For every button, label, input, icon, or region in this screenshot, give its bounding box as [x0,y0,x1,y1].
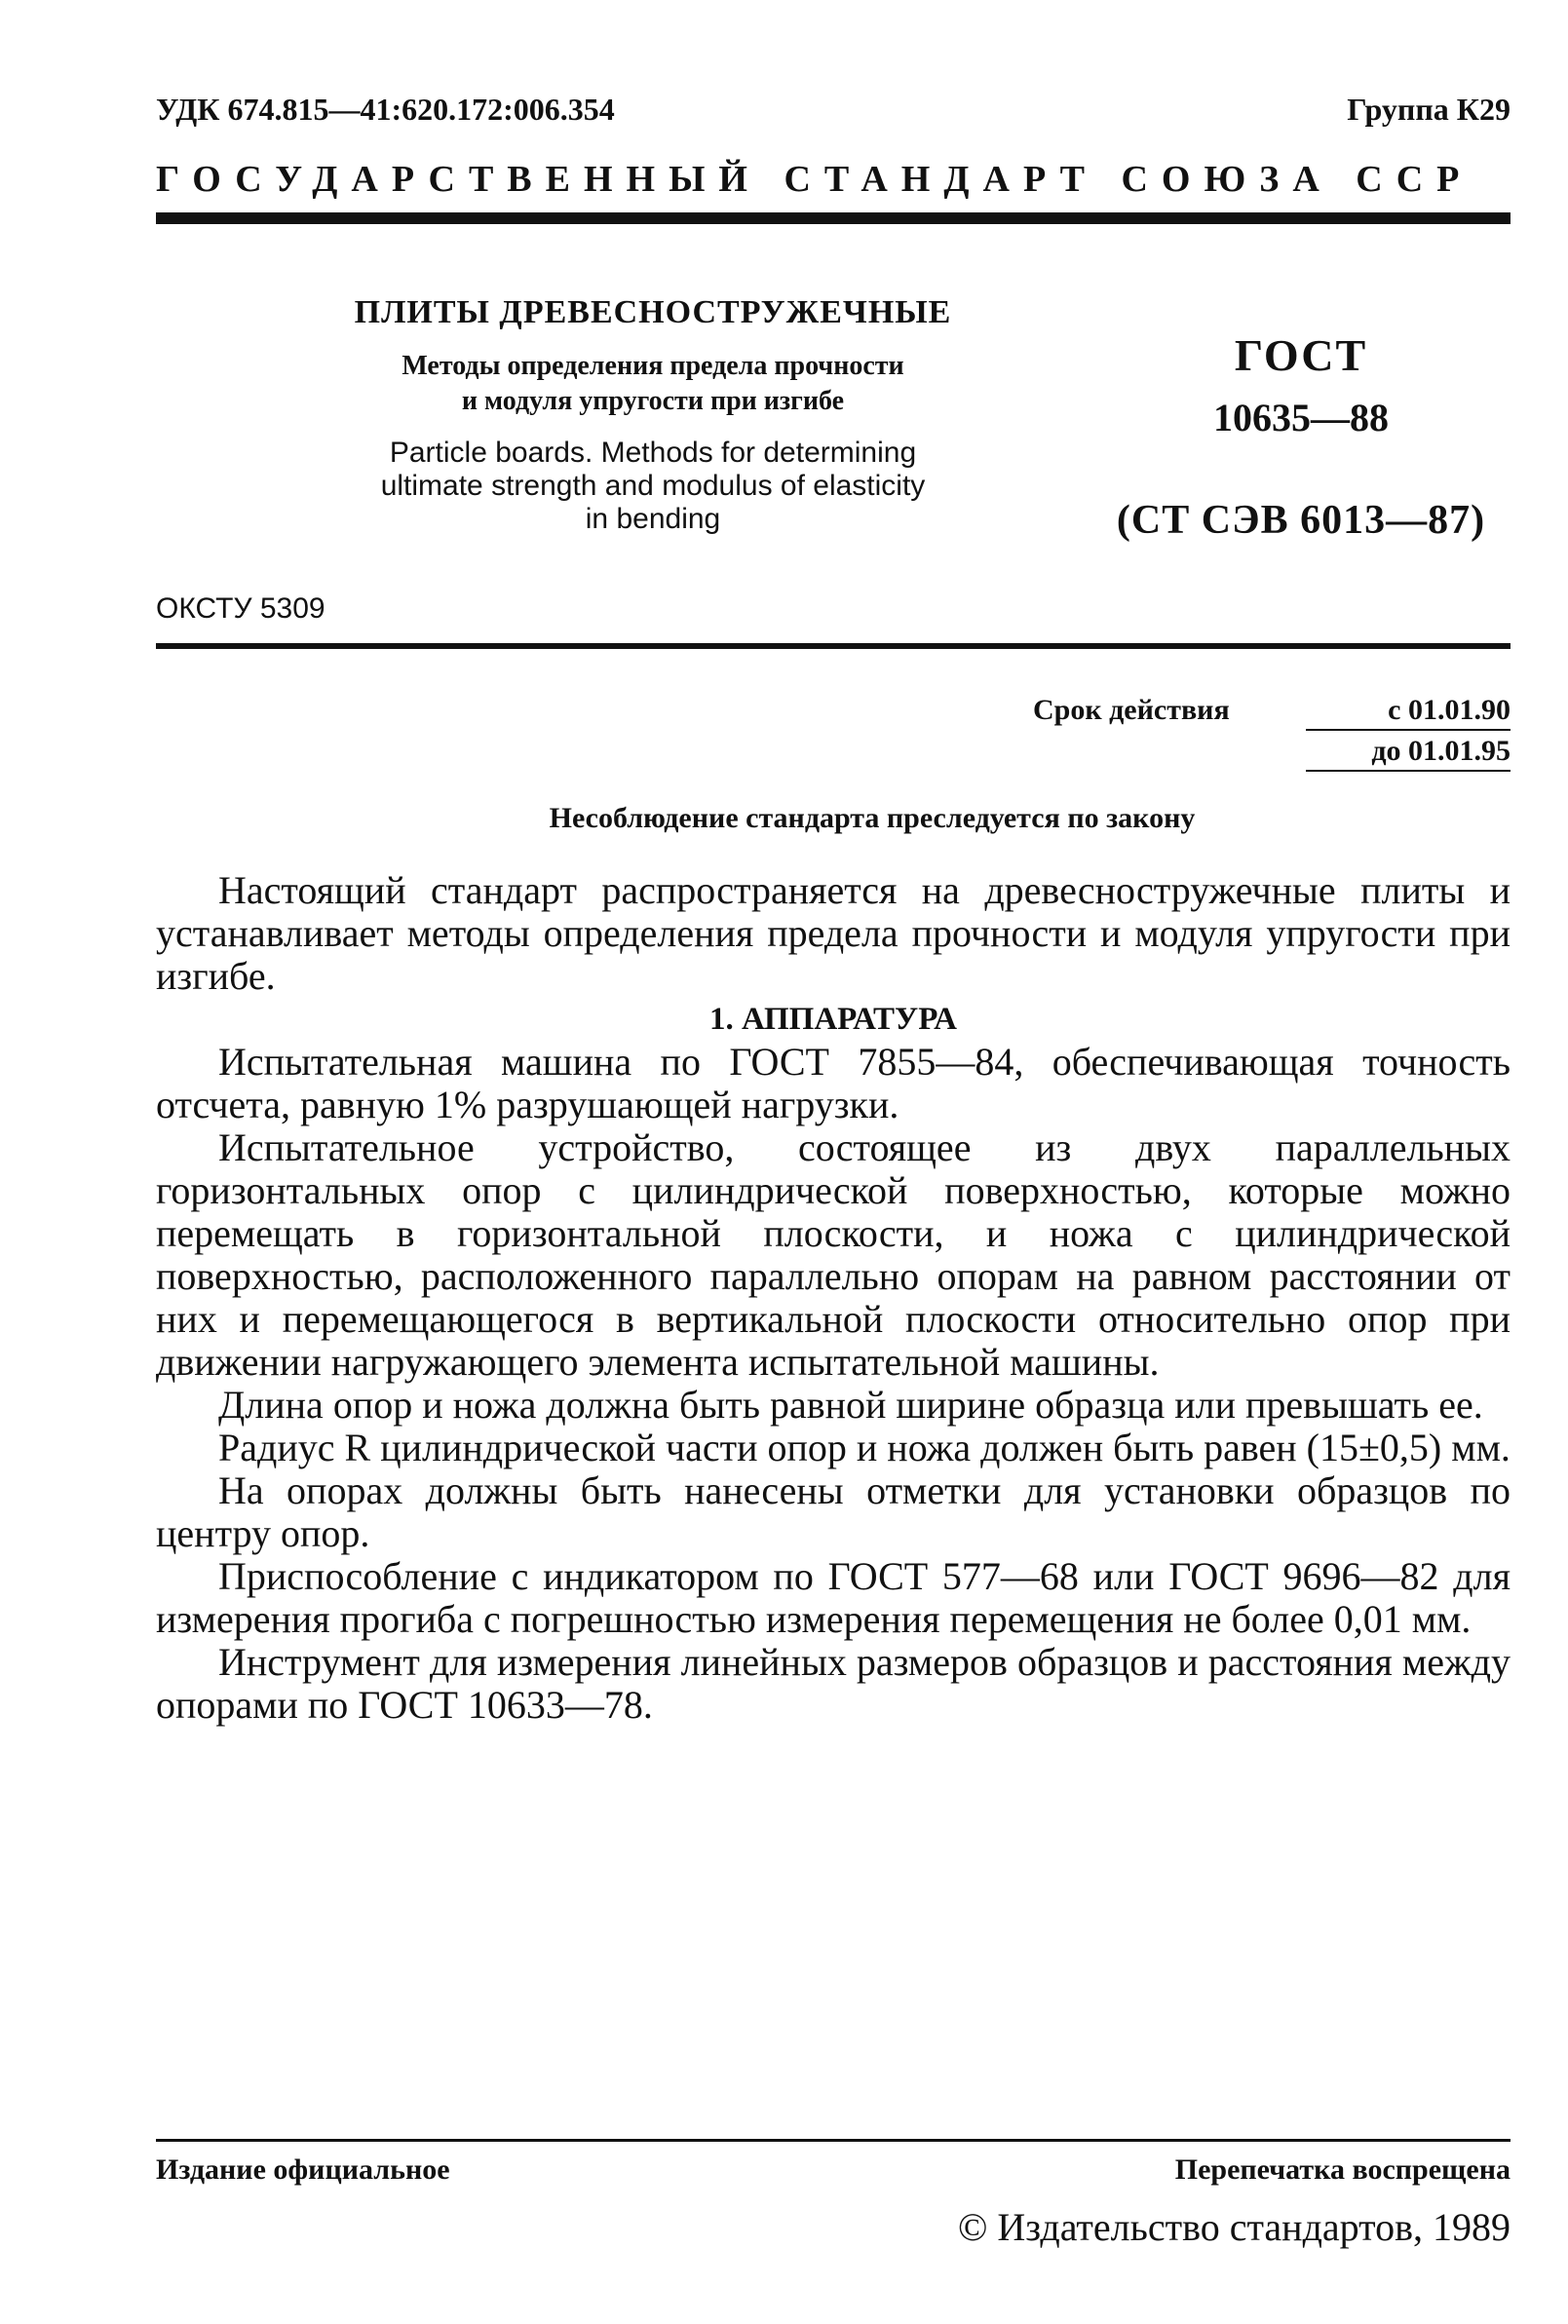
validity-to: до 01.01.95 [1306,735,1511,772]
title-block [253,294,1052,536]
gost-number: 10635—88 [1213,396,1389,439]
state-standard-banner: ГОСУДАРСТВЕННЫЙ СТАНДАРТ СОЮЗА ССР [156,159,1473,200]
gost-label: ГОСТ [1234,330,1368,380]
english-title-line-3: in bending [585,503,721,535]
validity-dates [1306,694,1511,772]
paragraph: На опорах должны быть нанесены отметки для установки образцов по центру опор. [156,1468,1511,1555]
english-title-line-2: ultimate strength and modulus of elasticity [380,470,926,502]
footer-row [156,2153,1511,2187]
oksty-code: ОКСТУ 5309 [156,592,325,625]
subtitle-line-2: и модуля упругости при изгибе [461,386,845,416]
document-title: ПЛИТЫ ДРЕВЕСНОСТРУЖЕЧНЫЕ [354,294,952,330]
document-body [156,869,1511,1727]
section-heading: 1. АППАРАТУРА [708,1002,958,1037]
validity-label: Срок действия [1033,694,1230,726]
paragraph: Испытательная машина по ГОСТ 7855—84, обеспечивающая точность отсчета, равную 1% разрушающей нагрузки. [156,1040,1511,1126]
cmea-designation: (СТ СЭВ 6013—87) [1116,498,1486,543]
validity-from: с 01.01.90 [1306,694,1511,731]
intro-paragraph: Настоящий стандарт распространяется на древесностружечные плиты и устанавливает методы определения предела прочности и модуля упругости при изгибе. [156,868,1511,998]
document-subtitle [253,349,1052,419]
english-title-line-1: Particle boards. Methods for determining [389,437,917,469]
footer-rule [156,2139,1511,2142]
legal-warning: Несоблюдение стандарта преследуется по закону [549,802,1196,834]
paragraph: Длина опор и ножа должна быть равной ширине образца или превышать ее. [218,1383,1483,1427]
header-thick-rule [156,212,1511,224]
copyright-line: © Издательство стандартов, 1989 [957,2205,1511,2249]
header-row [156,92,1511,128]
official-edition: Издание официальное [156,2153,450,2186]
designation-block [1091,329,1511,544]
subtitle-line-1: Методы определения предела прочности [402,351,904,381]
udk-code: УДК 674.815—41:620.172:006.354 [156,92,615,127]
title-bottom-rule [156,643,1511,649]
paragraph: Инструмент для измерения линейных размеров образцов и расстояния между опорами по ГОСТ 10633—78. [156,1640,1511,1727]
paragraph: Приспособление с индикатором по ГОСТ 577—68 или ГОСТ 9696—82 для измерения прогиба с погрешностью измерения перемещения не более 0,01 мм. [156,1554,1511,1641]
paragraph: Радиус R цилиндрической части опор и ножа должен быть равен (15±0,5) мм. [218,1426,1511,1469]
reprint-notice: Перепечатка воспрещена [1174,2153,1511,2186]
english-title [253,437,1052,536]
group-code: Группа К29 [1347,92,1511,127]
paragraph: Испытательное устройство, состоящее из двух параллельных горизонтальных опор с цилиндрической поверхностью, которые можно перемещать в горизонтальной плоскости, и ножа с цилиндрической поверхностью, расположенного параллельно опорам на равном расстоянии от них и перемещающегося в вертикальной плоскости относительно опор при движении нагружающего элемента испытательной машины. [156,1125,1511,1384]
document-page [156,78,1511,2280]
